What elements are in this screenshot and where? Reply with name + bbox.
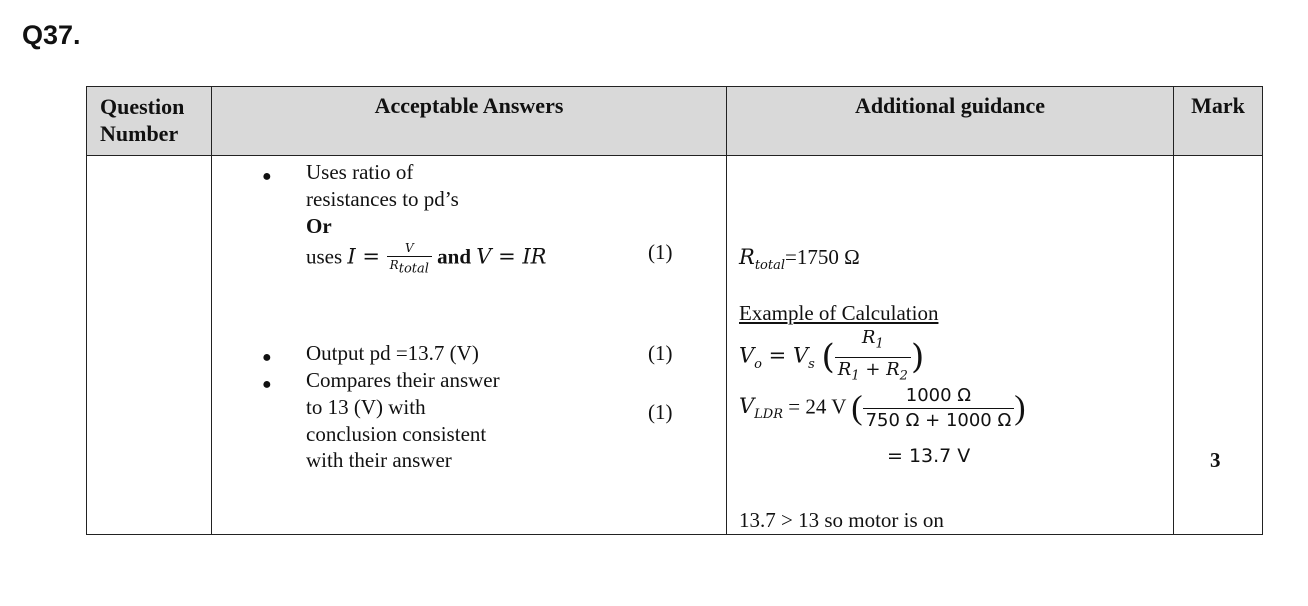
mark-cell [1174, 156, 1263, 535]
bullet-icon: ● [262, 376, 272, 393]
answer-line: Uses ratio of [306, 160, 414, 184]
and-label: and [437, 244, 472, 269]
answer-line: Compares their answer [306, 368, 500, 392]
header-mark: Mark [1174, 87, 1263, 156]
answer-line: with their answer [306, 448, 452, 472]
answer-or: Or [306, 214, 332, 238]
answer-line: to 13 (V) with [306, 395, 426, 419]
header-row [87, 87, 1263, 156]
bullet-icon: ● [262, 168, 272, 185]
fraction-numerator: 1000 Ω [863, 384, 1015, 409]
supply-voltage: = 24 V [788, 394, 847, 419]
total-mark: 3 [1210, 448, 1221, 472]
acceptable-answers-cell [212, 156, 727, 535]
marking-point: (1) [648, 240, 673, 264]
marking-point: (1) [648, 400, 673, 424]
bullet-icon: ● [262, 349, 272, 366]
additional-guidance-cell [727, 156, 1174, 535]
marking-point: (1) [648, 341, 673, 365]
example-heading: Example of Calculation [739, 301, 939, 325]
header-acceptable-answers: Acceptable Answers [212, 87, 727, 156]
question-number-cell [87, 156, 212, 535]
question-title: Q37. [22, 20, 81, 50]
fraction-denominator: 750 Ω + 1000 Ω [865, 410, 1012, 431]
answer-line: resistances to pd’s [306, 187, 459, 211]
conclusion: 13.7 > 13 so motor is on [739, 508, 944, 532]
vldr-calculation: $V_{LDR} = 24$ V ( $\frac{1000 \Omega}{750 \Omega + 1000 \Omega}$ ) [739, 385, 1026, 431]
answer-line: Output pd =13.7 (V) [306, 341, 479, 365]
header-additional-guidance: Additional guidance [727, 87, 1174, 156]
mark-scheme-table [86, 86, 1263, 535]
answer-row [87, 156, 1263, 535]
result-value: = 13.7 V [887, 445, 971, 467]
header-question-number: Question Number [87, 87, 212, 156]
rtotal-value: =1750 Ω [785, 245, 860, 269]
rtotal-line: $R_{total}=1750$ Ω [739, 245, 860, 274]
uses-label: uses [306, 244, 343, 269]
divider-formula: $V_o = V_s$ ( $\frac{R_1}{R_1 + R_2}$ ) [739, 327, 925, 384]
answer-line: conclusion consistent [306, 422, 487, 446]
current-formula: uses I = $\frac{V}{R_{total}}$ and V = IR [306, 241, 547, 277]
